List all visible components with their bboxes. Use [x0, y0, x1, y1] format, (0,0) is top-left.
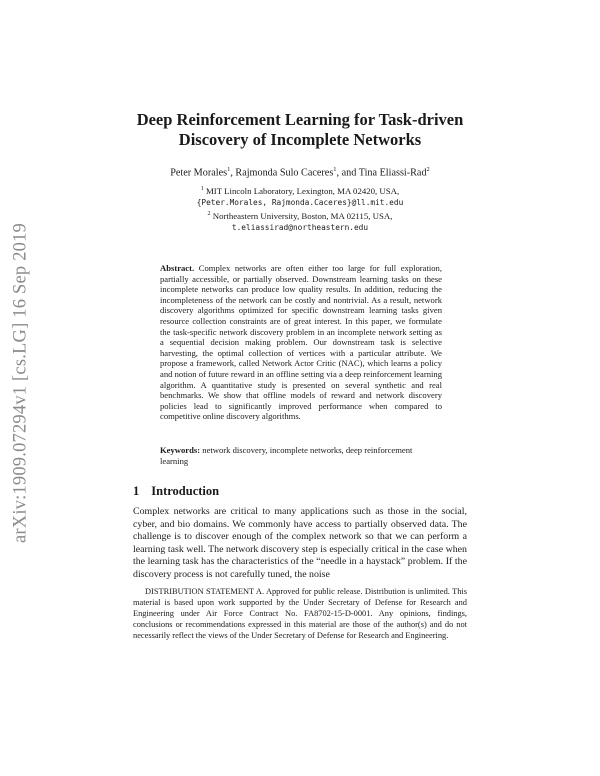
author-list	[100, 166, 500, 178]
title-line-1: Deep Reinforcement Learning for Task-driven	[136, 110, 464, 129]
distribution-footnote: DISTRIBUTION STATEMENT A. Approved for public release. Distribution is unlimited. This material is based upon work supported by the Under Secretary of Defense for Research and Engineering under Air Force Contract No. FA8702-15-D-0001. Any opinions, findings, conclusions or recommendations expressed in this material are those of the author(s) and do not necessarily reflect the views of the Under Secretary of Defense for Research and Engineering.	[133, 587, 467, 640]
keywords	[160, 445, 442, 466]
arxiv-sidebar	[6, 205, 36, 560]
keywords-text: network discovery, incomplete networks, deep reinforcement learning	[160, 445, 413, 466]
affiliation-2: $^2$ Northeastern University, Boston, MA 02115, USA,	[207, 210, 393, 221]
abstract-label: Abstract.	[160, 263, 195, 273]
abstract	[160, 263, 442, 422]
keywords-label: Keywords:	[160, 445, 201, 455]
author-affil-mark: 1	[227, 166, 231, 173]
author-affil-mark: 1	[333, 166, 337, 173]
title-line-2: Discovery of Incomplete Networks	[178, 130, 422, 149]
affiliations	[150, 184, 450, 234]
abstract-text: Complex networks are often either too large for full exploration, partially accessible, or partially observed. Downstream learning tasks on these incomplete networks can produce low quality results. In addition, reducing the incompleteness of the network can be costly and nontrivial. As a result, network discovery algorithms optimized for specific downstream learning tasks given resource collection constraints are of great interest. In this paper, we formulate the task-specific network discovery problem in an incomplete network setting as a sequential decision making problem. Our downstream task is selective harvesting, the optimal collection of vertices with a particular attribute. We propose a framework, called Network Actor Critic (NAC), which learns a policy and notion of future reward in an offline setting via a deep reinforcement learning algorithm. A quantitative study is presented on several synthetic and real benchmarks. We show that offline models of reward and network discovery policies lead to significantly improved performance when compared to competitive online discovery algorithms.	[160, 263, 442, 422]
section-heading	[133, 484, 219, 499]
intro-paragraph: Complex networks are critical to many applications such as those in the social, cyber, and bio domains. We commonly have access to partially observed data. The challenge is to discover enough of the complex network so that we can perform a learning task well. The network discovery step is especially critical in the case when the learning task has the characteristics of the “needle in a haystack” problem. If the discovery process is not carefully tuned, the noise	[133, 506, 467, 580]
author-name: Rajmonda Sulo Caceres	[235, 167, 334, 179]
section-number: 1	[133, 484, 140, 498]
author-separator: , and	[336, 167, 359, 179]
arxiv-identifier: arXiv:1909.07294v1 [cs.LG] 16 Sep 2019	[10, 222, 31, 543]
author-name: Tina Eliassi-Rad	[358, 167, 427, 179]
affiliation-1: $^1$ MIT Lincoln Laboratory, Lexington, MA 02420, USA,	[200, 185, 400, 196]
section-title: Introduction	[151, 484, 220, 498]
author-separator: ,	[230, 167, 236, 179]
author-affil-mark: 2	[426, 166, 430, 173]
affiliation-2-email: t.eliassirad@northeastern.edu	[231, 223, 369, 233]
paper-title	[100, 110, 500, 150]
author-name: Peter Morales	[170, 167, 228, 179]
affiliation-1-email: {Peter.Morales, Rajmonda.Caceres}@ll.mit.edu	[196, 198, 404, 208]
